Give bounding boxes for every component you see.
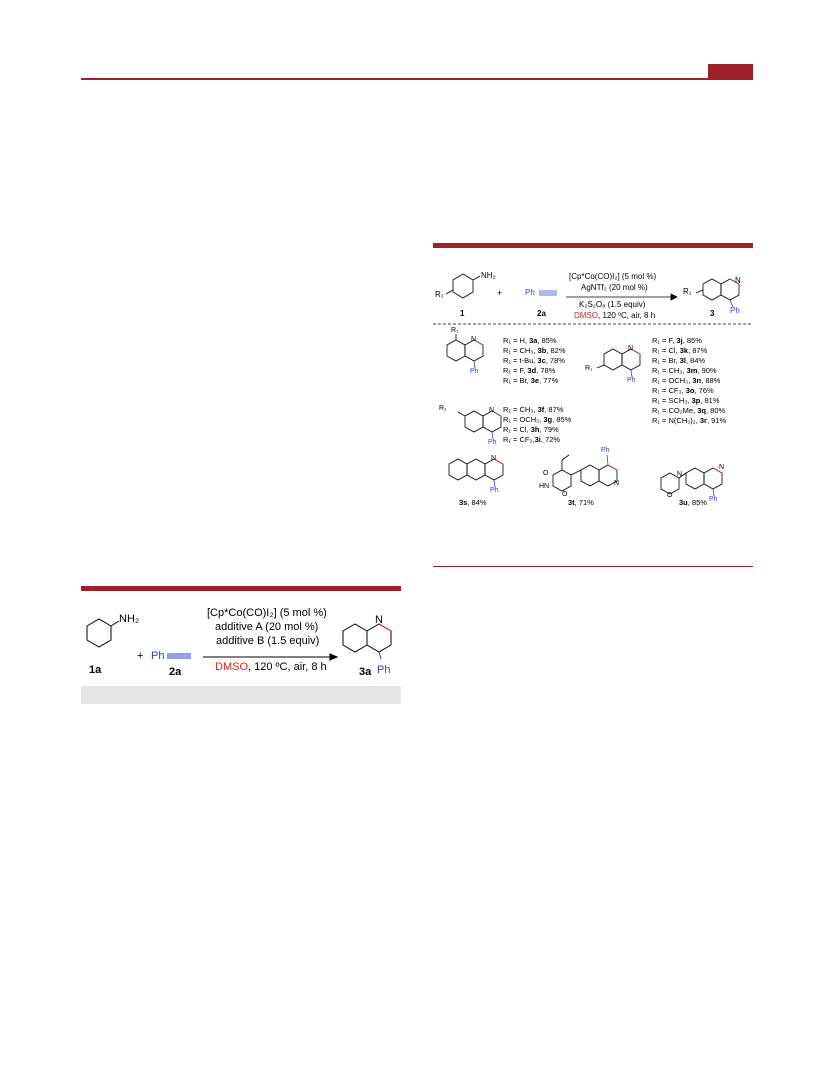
scheme2-top-rule xyxy=(433,243,753,248)
cmp3t-hn: HN xyxy=(539,483,550,490)
groupC-list xyxy=(503,405,571,445)
scheme1-cond-additive-a: additive A (20 mol %) xyxy=(215,621,319,633)
cmp3u-ph: Ph xyxy=(709,496,718,503)
reactant2-label: 2a xyxy=(537,309,546,318)
condition-additive-a: AgNTf₂ (20 mol %) xyxy=(581,283,648,292)
groupC-row: R₁ = CF₃,3i, 72% xyxy=(503,435,561,444)
cmp3u-o: O xyxy=(667,492,673,499)
scheme1-figure xyxy=(81,594,401,684)
groupA-r1: R₁ xyxy=(451,327,459,334)
cmp3u-n-morph: N xyxy=(677,471,683,478)
groupB-row: R₁ = OCH₃, 3n, 88% xyxy=(652,376,721,385)
product-n: N xyxy=(735,276,741,285)
scheme1-alkyne-label: 2a xyxy=(169,666,182,678)
cmp3s-ph: Ph xyxy=(490,487,499,494)
scheme1-product-label: 3a xyxy=(359,666,372,678)
scheme1-cond-additive-b: additive B (1.5 equiv) xyxy=(216,635,320,647)
cmp3s-n: N xyxy=(491,455,497,462)
cmp3t-o2: O xyxy=(562,491,568,498)
cmp3t-n: N xyxy=(614,480,620,487)
condition-solvent-line xyxy=(574,311,655,320)
scheme2-bottom-rule xyxy=(433,566,753,567)
scheme1-solvent-dmso: DMSO xyxy=(215,661,248,673)
cmp3t-ph: Ph xyxy=(601,447,610,454)
cmp3s-caption: 3s, 84% xyxy=(459,498,487,507)
groupB-row: R₁ = SCH₃, 3p, 81% xyxy=(652,396,720,405)
plus-sign: + xyxy=(497,288,503,298)
product-r1: R₁ xyxy=(683,287,692,296)
groupA-row: R₁ = Br, 3e, 77% xyxy=(503,376,559,385)
groupA-row: R₁ = F, 3d, 78% xyxy=(503,366,556,375)
scheme1-cond-catalyst: [Cp*Co(CO)I₂] (5 mol %) xyxy=(207,607,327,619)
product-label: 3 xyxy=(710,309,715,318)
condition-temp-time: , 120 ºC, air, 8 h xyxy=(598,311,656,320)
scheme1-cond-solvent-line xyxy=(215,661,327,673)
condition-catalyst: [Cp*Co(CO)I₂] (5 mol %) xyxy=(569,272,657,281)
scheme1-caption-bar xyxy=(81,686,401,704)
groupC-row: R₁ = Cl, 3h, 79% xyxy=(503,425,559,434)
groupC-ph: Ph xyxy=(488,439,497,446)
groupC-r1: R₁ xyxy=(439,405,447,412)
groupB-row: R₁ = Br, 3l, 84% xyxy=(652,356,706,365)
scheme1-alkyne-ph: Ph xyxy=(151,650,165,662)
groupB-r1: R₁ xyxy=(585,365,593,372)
product-ph: Ph xyxy=(730,306,740,315)
scheme1-cond-temp-time: , 120 ºC, air, 8 h xyxy=(248,661,327,673)
groupC-row: R₁ = CH₃, 3f, 87% xyxy=(503,405,564,414)
reactant2-ph: Ph xyxy=(525,288,535,297)
cmp3t-caption: 3t, 71% xyxy=(568,498,594,507)
header-rule xyxy=(81,78,753,80)
reactant1-nh2: NH₂ xyxy=(481,271,496,280)
groupB-row: R₁ = CH₃, 3m, 90% xyxy=(652,366,717,375)
reactant1-r1: R₁ xyxy=(435,290,444,299)
groupB-ph: Ph xyxy=(627,377,636,384)
groupB-n: N xyxy=(628,345,634,352)
groupC-row: R₁ = OCH₃, 3g, 85% xyxy=(503,415,572,424)
page-number-tab xyxy=(708,64,753,78)
groupB-row: R₁ = F, 3j, 85% xyxy=(652,336,702,345)
groupA-n: N xyxy=(471,336,477,343)
scheme1-product-ph: Ph xyxy=(377,664,391,676)
groupB-row: R₁ = Cl, 3k, 87% xyxy=(652,346,708,355)
cmp3u-caption: 3u, 85% xyxy=(679,498,707,507)
solvent-dmso: DMSO xyxy=(574,311,598,320)
groupC-n: N xyxy=(489,407,495,414)
scheme1-product-n: N xyxy=(375,614,383,626)
condition-additive-b: K₂S₂O₈ (1.5 equiv) xyxy=(579,300,646,309)
scheme1-reactant-label: 1a xyxy=(89,664,102,676)
groupB-row: R₁ = CO₂Me, 3q, 80% xyxy=(652,406,726,415)
scheme1-top-rule xyxy=(81,586,401,591)
groupA-row: R₁ = t-Bu, 3c, 78% xyxy=(503,356,565,365)
groupB-row: R₁ = N(CH₃)₂, 3r, 91% xyxy=(652,416,727,425)
cmp3t-o1: O xyxy=(543,470,549,477)
groupB-row: R₁ = CF₃, 3o, 76% xyxy=(652,386,714,395)
groupA-ph: Ph xyxy=(470,368,479,375)
groupA-row: R₁ = H, 3a, 85% xyxy=(503,336,557,345)
groupA-list xyxy=(503,336,566,386)
scheme1-plus: + xyxy=(137,650,144,662)
reactant1-label: 1 xyxy=(460,309,465,318)
cmp3u-n: N xyxy=(719,464,725,471)
scheme1-nh2: NH₂ xyxy=(119,613,140,625)
groupA-row: R₁ = CH₃, 3b, 82% xyxy=(503,346,566,355)
groupB-list xyxy=(652,336,726,426)
scheme2-figure xyxy=(433,250,753,565)
